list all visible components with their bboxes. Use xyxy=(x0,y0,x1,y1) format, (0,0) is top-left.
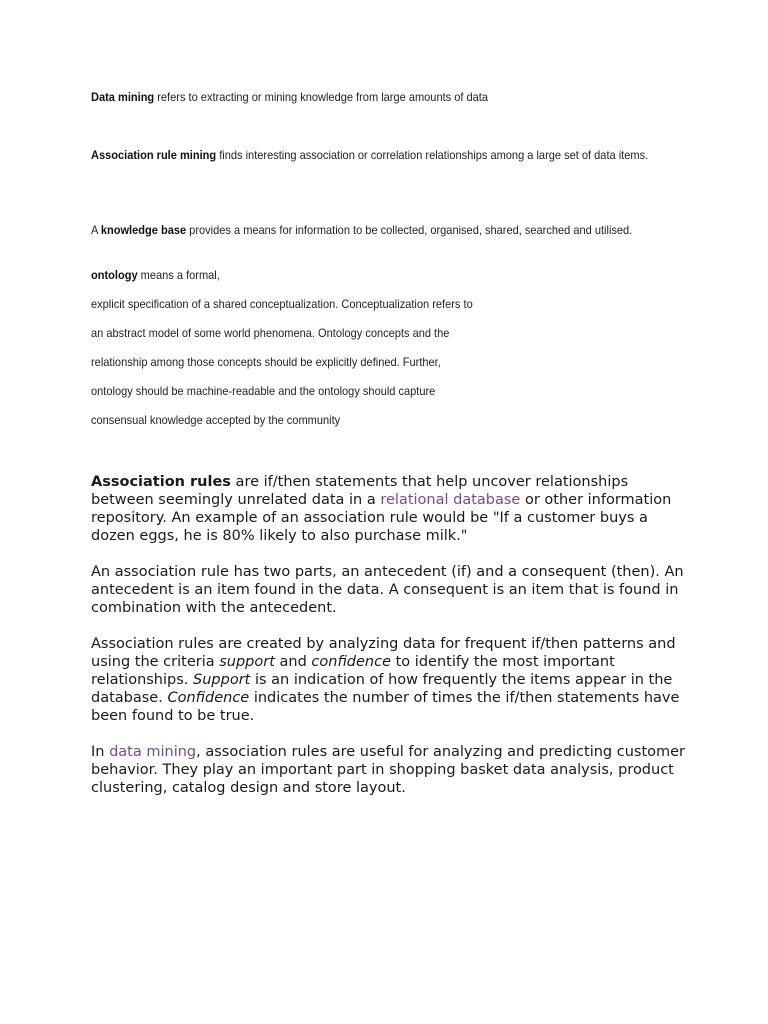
definition-text: provides a means for information to be collected, organised, shared, searched and utilised. xyxy=(186,223,633,237)
paragraph-text: In xyxy=(91,744,110,760)
definition-text: means a formal, xyxy=(137,268,220,282)
ontology-line: relationship among those concepts should be explicitly defined. Further, xyxy=(91,355,441,369)
definition-prefix: A xyxy=(91,223,101,237)
article-paragraph-3 xyxy=(91,635,691,725)
definition-association-rule-mining xyxy=(91,147,680,164)
ontology-line: consensual knowledge accepted by the community xyxy=(91,413,341,427)
term-ontology: ontology xyxy=(91,268,138,282)
emphasis-support: support xyxy=(219,654,275,670)
definition-knowledge-base xyxy=(91,222,680,239)
emphasis-confidence: confidence xyxy=(311,654,392,670)
emphasis-support-cap: Support xyxy=(193,672,251,688)
paragraph-text: Association rules are created by analyzing data for frequent if/then patterns and using the criteria xyxy=(91,636,676,670)
paragraph-text: indicates the number of times the if/then statements have been found to be true. xyxy=(91,690,680,724)
data-mining-link[interactable]: data mining xyxy=(109,744,197,760)
paragraph-text: is an indication of how frequently the items appear in the database. xyxy=(91,672,673,706)
paragraph-text: are if/then statements that help uncover relationships between seemingly unrelated data in a xyxy=(91,474,629,508)
term-data-mining: Data mining xyxy=(91,90,155,104)
paragraph-text: , association rules are useful for analyzing and predicting customer behavior. They play an important part in shopping basket data analysis, product clustering, catalog design and store layout. xyxy=(91,744,686,796)
paragraph-text: and xyxy=(274,654,312,670)
article-paragraph-2: An association rule has two parts, an antecedent (if) and a consequent (then). An antecedent is an item found in the data. A consequent is an item that is found in combination with the antecedent. xyxy=(91,564,684,616)
definition-text: refers to extracting or mining knowledge from large amounts of data xyxy=(154,90,489,104)
definition-ontology xyxy=(91,267,680,284)
article-paragraph-4 xyxy=(91,743,691,797)
term-association-rules: Association rules xyxy=(91,474,231,490)
term-association-rule-mining: Association rule mining xyxy=(91,148,217,162)
term-knowledge-base: knowledge base xyxy=(100,223,187,237)
ontology-line: explicit specification of a shared conceptualization. Conceptualization refers to xyxy=(91,297,473,311)
paragraph-text: to identify the most important relationships. xyxy=(91,654,615,688)
emphasis-confidence-cap: Confidence xyxy=(167,690,250,706)
relational-database-link[interactable]: relational database xyxy=(380,492,521,508)
ontology-line: ontology should be machine-readable and the ontology should capture xyxy=(91,384,436,398)
definition-data-mining xyxy=(91,89,680,106)
article-paragraph-1 xyxy=(91,473,691,545)
paragraph-text: or other information repository. An example of an association rule would be "If a customer buys a dozen eggs, he is 80% likely to also purchase milk." xyxy=(91,492,672,544)
definition-text: finds interesting association or correlation relationships among a large set of data items. xyxy=(216,148,649,162)
ontology-line: an abstract model of some world phenomena. Ontology concepts and the xyxy=(91,326,450,340)
